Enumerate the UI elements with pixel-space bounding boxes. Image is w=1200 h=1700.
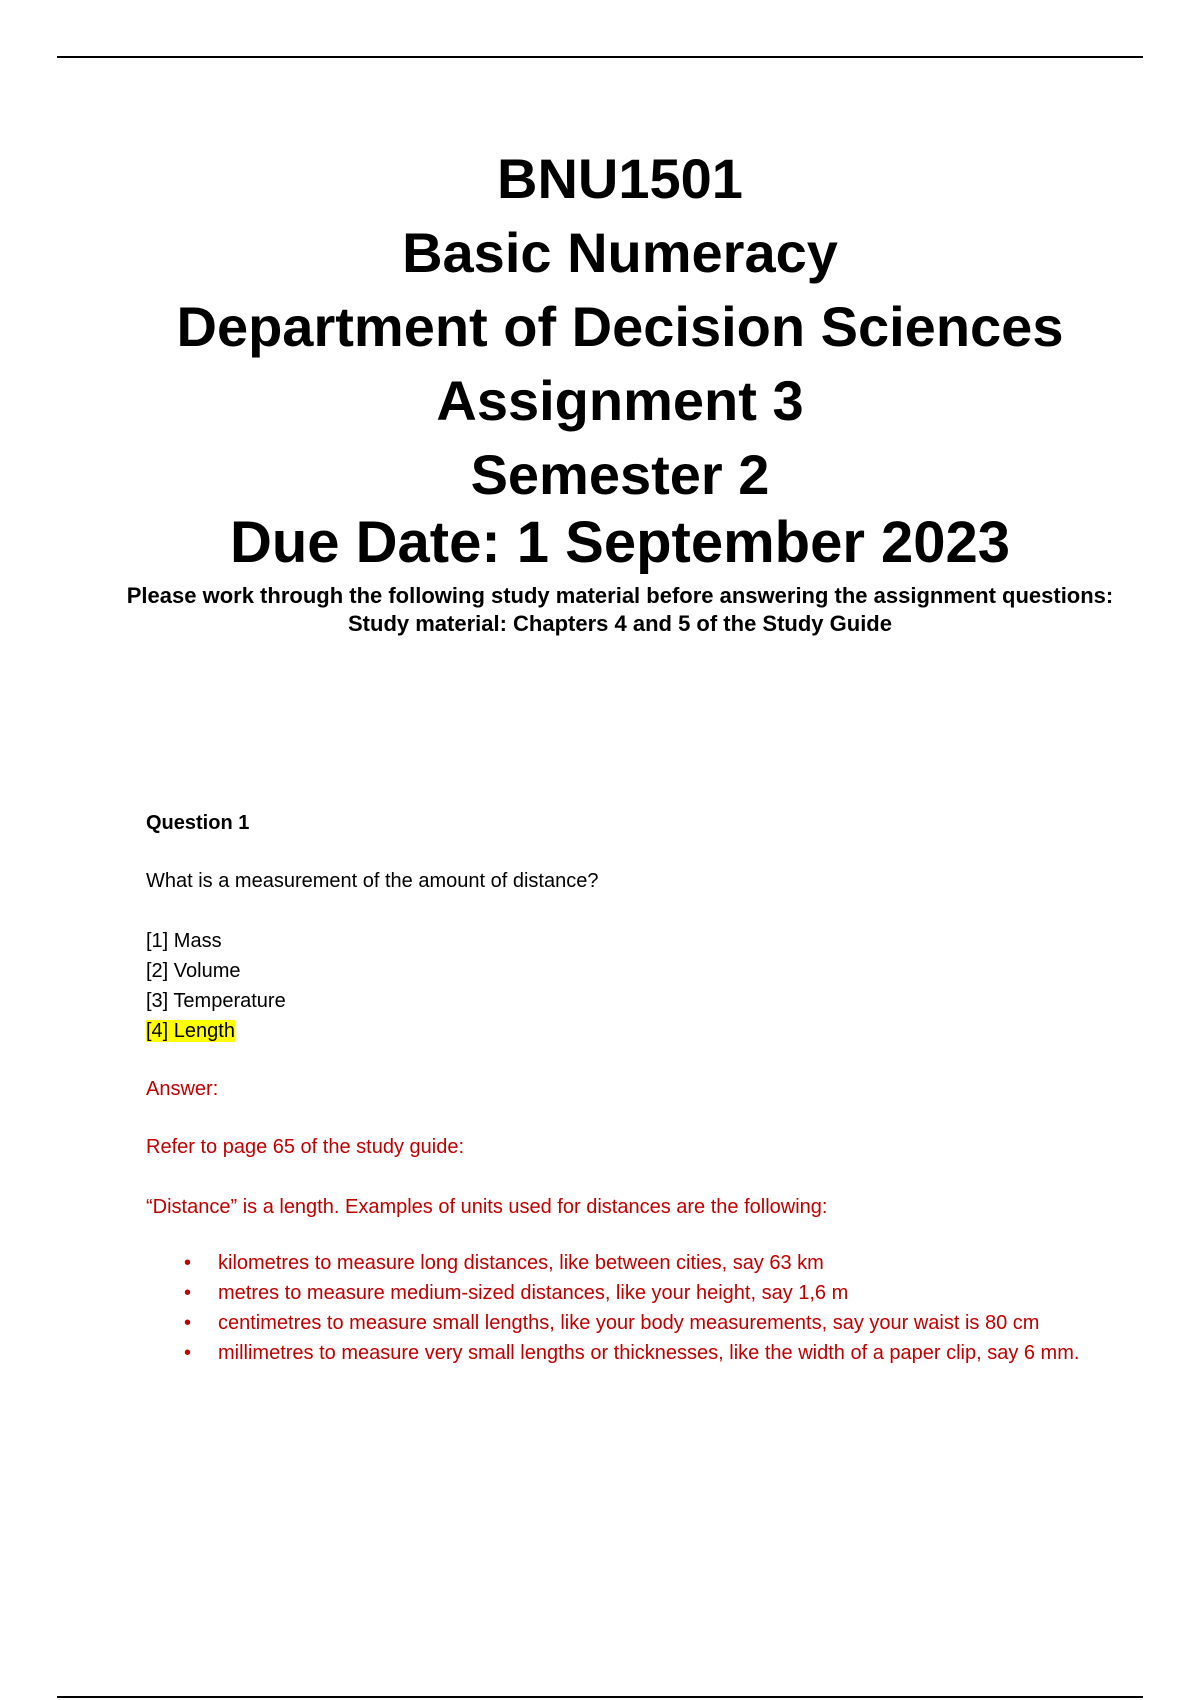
units-list-item bbox=[184, 1248, 1086, 1278]
option-label: [3] Temperature bbox=[146, 990, 286, 1012]
answer-options bbox=[146, 926, 1086, 1046]
option-label: [1] Mass bbox=[146, 930, 222, 952]
unit-description: metres to measure medium-sized distances, like your height, say 1,6 m bbox=[218, 1282, 849, 1304]
highlighted-option-label: [4] Length bbox=[146, 1020, 235, 1042]
question-text: What is a measurement of the amount of distance? bbox=[146, 870, 599, 892]
units-list-item bbox=[184, 1278, 1086, 1308]
answer-explanation: “Distance” is a length. Examples of units used for distances are the following: bbox=[146, 1196, 828, 1218]
unit-description: millimetres to measure very small lengths or thicknesses, like the width of a paper clip, say 6 mm. bbox=[218, 1342, 1080, 1364]
due-date: Due Date: 1 September 2023 bbox=[229, 510, 1011, 575]
bullet-icon: • bbox=[184, 1282, 192, 1304]
option-item bbox=[146, 986, 1086, 1016]
assignment-title: Assignment 3 bbox=[436, 369, 804, 432]
unit-description: kilometres to measure long distances, like between cities, say 63 km bbox=[218, 1252, 824, 1274]
question-heading: Question 1 bbox=[146, 812, 250, 834]
question-content bbox=[146, 808, 1086, 1368]
instructions-text: Please work through the following study material before answering the assignment questions: bbox=[126, 583, 1114, 608]
units-list bbox=[146, 1248, 1086, 1368]
units-list-item bbox=[184, 1308, 1086, 1338]
course-code: BNU1501 bbox=[497, 147, 743, 210]
title-block bbox=[100, 148, 1140, 638]
department-name: Department of Decision Sciences bbox=[176, 295, 1064, 358]
course-name: Basic Numeracy bbox=[402, 221, 838, 284]
answer-reference: Refer to page 65 of the study guide: bbox=[146, 1136, 464, 1158]
semester-label: Semester 2 bbox=[470, 443, 770, 506]
option-label: [2] Volume bbox=[146, 960, 241, 982]
bottom-rule bbox=[57, 1696, 1143, 1698]
option-item-correct bbox=[146, 1016, 1086, 1046]
answer-label: Answer: bbox=[146, 1078, 219, 1100]
top-rule bbox=[57, 56, 1143, 58]
bullet-icon: • bbox=[184, 1342, 192, 1364]
option-item bbox=[146, 926, 1086, 956]
bullet-icon: • bbox=[184, 1312, 192, 1334]
option-item bbox=[146, 956, 1086, 986]
bullet-icon: • bbox=[184, 1252, 192, 1274]
unit-description: centimetres to measure small lengths, like your body measurements, say your waist is 80 cm bbox=[218, 1312, 1040, 1334]
study-material-text: Study material: Chapters 4 and 5 of the Study Guide bbox=[348, 611, 892, 636]
units-list-item bbox=[184, 1338, 1086, 1368]
